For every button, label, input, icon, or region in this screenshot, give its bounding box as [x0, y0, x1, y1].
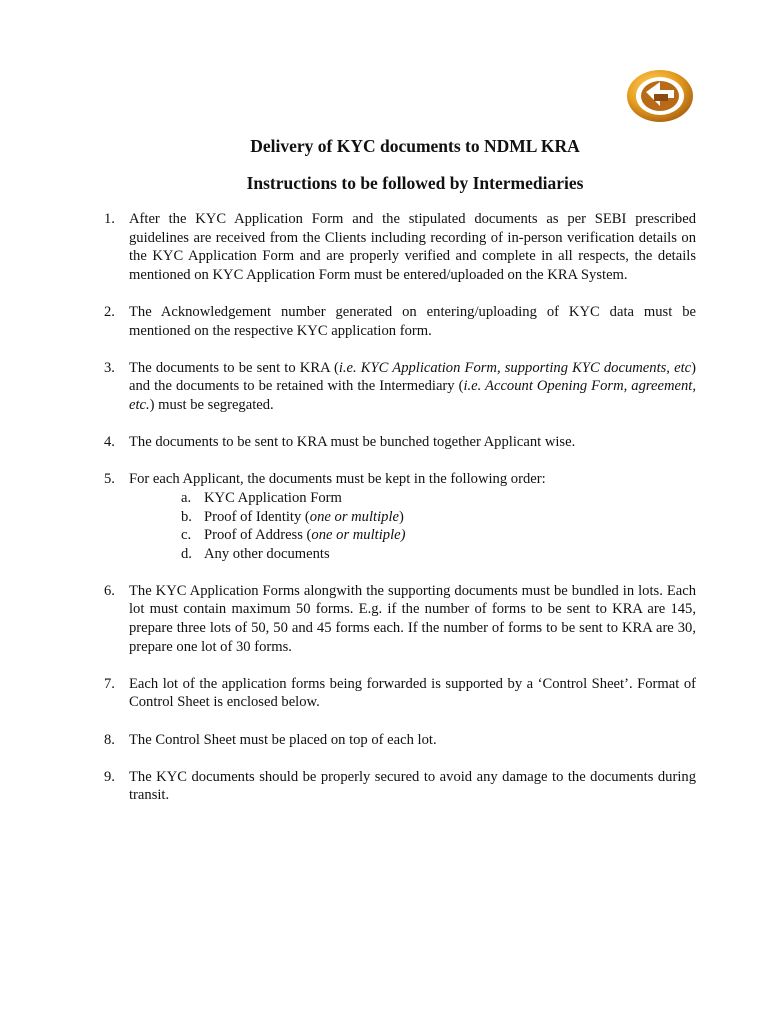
list-letter: d.	[181, 545, 192, 562]
list-item-text: Proof of Address (	[204, 527, 312, 544]
list-letter: c.	[181, 527, 192, 544]
list-item-text: Proof of Identity (	[204, 508, 310, 525]
instruction-number: 5.	[104, 471, 115, 488]
instruction-text: After the KYC Application Form and the stipulated documents as per SEBI prescribed guidelines are received from the Clients including recording of in-person verification details on the KYC Application Form and are properly verified and complete in all respects, the details mentioned on KYC Application Form must be entered/uploaded on the KRA System.	[129, 211, 696, 283]
instruction-number: 2.	[104, 303, 115, 320]
list-letter: a.	[181, 489, 192, 506]
list-item-note: one or multiple)	[311, 527, 406, 544]
instruction-text: The documents to be sent to KRA must be bunched together Applicant wise.	[129, 434, 576, 451]
instruction-text: For each Applicant, the documents must be kept in the following order:	[129, 471, 546, 488]
ndml-logo	[624, 68, 696, 124]
ndml-logo-icon	[624, 68, 696, 124]
instruction-text: The Control Sheet must be placed on top of each lot.	[129, 731, 437, 748]
list-item	[129, 545, 696, 564]
instruction-text	[129, 359, 696, 415]
list-item	[129, 526, 696, 545]
list-item	[129, 508, 696, 527]
instruction-number: 6.	[104, 582, 115, 599]
list-item	[129, 489, 696, 508]
instruction-item	[104, 731, 696, 750]
instruction-item	[104, 433, 696, 452]
instruction-number: 8.	[104, 731, 115, 748]
instructions-list	[104, 210, 696, 824]
instruction-italic-part: i.e. Account Opening Form, agreement, etc.	[129, 378, 696, 413]
instruction-item	[104, 470, 696, 563]
instruction-number: 9.	[104, 768, 115, 785]
instruction-number: 7.	[104, 675, 115, 692]
document-title: Delivery of KYC documents to NDML KRA	[250, 136, 580, 156]
instruction-item	[104, 359, 696, 415]
instruction-text: The Acknowledgement number generated on entering/uploading of KYC data must be mentioned on the respective KYC application form.	[129, 303, 696, 339]
instruction-item	[104, 303, 696, 340]
list-item-close: )	[398, 508, 404, 525]
list-item-note: one or multiple	[309, 508, 399, 525]
list-letter: b.	[181, 508, 192, 525]
document-order-list	[129, 489, 696, 563]
list-item-text: KYC Application Form	[204, 489, 342, 506]
instruction-text: The KYC documents should be properly secured to avoid any damage to the documents during transit.	[129, 768, 696, 804]
list-item-text: Any other documents	[204, 545, 330, 562]
instruction-item	[104, 675, 696, 712]
instruction-text: The KYC Application Forms alongwith the supporting documents must be bundled in lots. Each lot must contain maximum 50 forms. E.g. if the number of forms to be sent to KRA are 145, prepare three lots of 50, 50 and 45 forms each. If the number of forms to be sent to KRA are 30, prepare one lot of 30 forms.	[129, 582, 696, 655]
instruction-text-part: ) must be segregated.	[149, 396, 274, 413]
instruction-number: 4.	[104, 434, 115, 451]
instruction-number: 1.	[104, 211, 115, 227]
instruction-text-part: The documents to be sent to KRA (	[129, 359, 339, 376]
instruction-item	[104, 210, 696, 284]
instruction-item	[104, 768, 696, 805]
instruction-item	[104, 582, 696, 656]
instruction-number: 3.	[104, 359, 115, 376]
document-subtitle: Instructions to be followed by Intermediaries	[246, 173, 584, 193]
instruction-text: Each lot of the application forms being forwarded is supported by a ‘Control Sheet’. Format of Control Sheet is enclosed below.	[129, 675, 696, 711]
instruction-italic-part: i.e. KYC Application Form, supporting KYC documents, etc	[338, 359, 692, 376]
instruction-text-part: ) and the documents to be retained with the Intermediary (	[129, 359, 696, 395]
